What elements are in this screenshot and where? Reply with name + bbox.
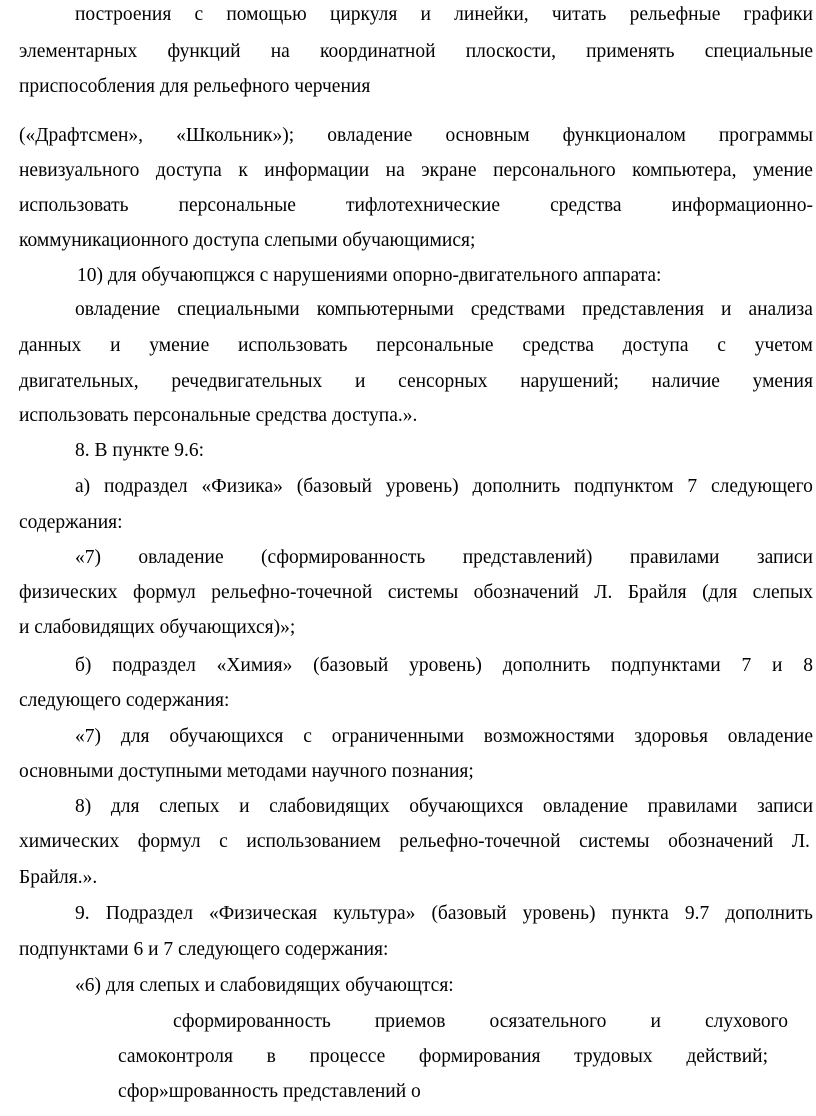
word: данных [19,335,82,356]
word: приемов [374,1011,446,1032]
word: уровень) [409,655,482,676]
text-line [75,902,813,926]
word: персональные [178,195,296,216]
text-line [75,298,813,322]
word: программы [718,125,813,146]
word: с [219,831,228,852]
word: персональные [376,335,494,356]
text-line [19,159,813,183]
text-line [75,475,813,499]
word: в [266,1046,276,1067]
word: 9.7 [684,903,710,924]
word: (сформированность [261,547,426,568]
word: средства [522,335,594,356]
word: построения [75,4,172,25]
word: возможностями [483,726,615,747]
word: экране [421,160,477,181]
word: на [385,160,405,181]
word: подраздел [104,476,188,497]
text-line: Брайля.». [19,867,98,888]
word: функционалом [562,125,686,146]
text-line: «6) для слепых и слабовидящих обучающтся: [75,975,454,996]
word: умение [752,160,813,181]
text-line [19,194,813,218]
word: обучающихся [409,796,524,817]
word: «Химия» [216,655,293,676]
word: «7) [75,547,101,568]
word: с [717,335,726,356]
word: элементарных [19,41,138,62]
word: 8) [75,796,92,817]
word: (базовый [296,476,372,497]
word: здоровья [634,726,708,747]
word: процессе [309,1046,386,1067]
word: («Драфтсмен», [19,125,144,146]
word: и [420,4,431,25]
word: дополнить [725,903,813,924]
text-line [173,1010,788,1034]
word: б) [75,655,92,676]
word: подраздел [112,655,196,676]
text-line [75,725,813,749]
word: уровень) [385,476,459,497]
word: дополнить [502,655,591,676]
word: «7) [75,726,101,747]
word: овладение [138,547,224,568]
word: Брайля [627,582,687,603]
word: формирования [418,1046,541,1067]
word: доступа [622,335,689,356]
word: наличие [651,371,720,392]
word: слепых [752,582,813,603]
text-line [19,334,813,358]
text-line [118,1045,768,1069]
word: помощью [226,4,307,25]
text-line: основными доступными методами научного познания; [19,761,474,782]
word: овладение [75,299,161,320]
word: функций [167,41,241,62]
word: овладение [727,726,813,747]
text-line: приспособления для рельефного черчения [19,76,371,97]
word: специальные [704,41,813,62]
word: сенсорных [398,371,488,392]
text-line: коммуникационного доступа слепыми обучающимися; [19,230,476,251]
word: на [270,41,290,62]
word: средствами [470,299,566,320]
text-line: сфор»шрованность представлений о [118,1081,421,1102]
word: системы [387,582,459,603]
word: «Физика» [201,476,283,497]
text-line [19,581,813,605]
word: плоскости, [465,41,556,62]
word: 7 [741,655,752,676]
word: действий; [686,1046,768,1067]
word: 8 [803,655,813,676]
word: невизуального [19,160,140,181]
word: рельефные [629,4,721,25]
word: обозначений [668,831,774,852]
word: (базовый [431,903,507,924]
word: пункта [611,903,669,924]
word: подпунктом [574,476,674,497]
word: информации [264,160,370,181]
word: представления [582,299,704,320]
word: циркуля [329,4,398,25]
word: умения [752,371,813,392]
word: применять [586,41,675,62]
word: физических [19,582,118,603]
word: речедвигательных [171,371,323,392]
word: компьютерными [316,299,454,320]
word: рельефно-точечной [399,831,561,852]
word: осязательного [489,1011,607,1032]
word: с [303,726,312,747]
word: (для [702,582,738,603]
word: трудовых [574,1046,653,1067]
word: 7 [687,476,698,497]
word: тифлотехнические [345,195,500,216]
word: и [239,796,250,817]
word: и [720,299,732,320]
word: овладение [327,125,413,146]
text-line: содержания: [19,512,123,533]
word: анализа [748,299,813,320]
word: записи [756,547,813,568]
word: формул [137,831,201,852]
word: персонального [493,160,616,181]
word: Л. [594,582,613,603]
text-line [19,370,813,394]
word: средства [550,195,622,216]
word: специальными [177,299,300,320]
word: использовать [238,335,348,356]
text-line [75,546,813,570]
word: использовать [19,195,129,216]
word: слабовидящих [269,796,390,817]
word: и [354,371,366,392]
word: системы [579,831,650,852]
word: доступа [155,160,222,181]
word: к [238,160,248,181]
word: овладение [542,796,629,817]
word: формул [132,582,196,603]
word: обозначений [473,582,579,603]
word: компьютера, [632,160,737,181]
text-line: 10) для обучаюпцжся с нарушениями опорно-двигательного аппарата: [77,265,662,286]
word: а) [75,476,91,497]
text-line: и слабовидящих обучающихся)»; [19,617,296,638]
word: графики [743,4,813,25]
word: сформированность [173,1011,331,1032]
word: Подраздел [105,903,193,924]
word: слепых [159,796,220,817]
text-line: использовать персональные средства доступа.». [19,405,418,426]
word: правилами [647,796,738,817]
text-line: подпунктами 6 и 7 следующего содержания: [19,939,389,960]
word: линейки, [454,4,529,25]
section-heading: 8. В пункте 9.6: [75,440,205,461]
word: и [650,1011,661,1032]
word: 9. [75,903,90,924]
word: использованием [246,831,381,852]
word: уровень) [522,903,596,924]
word: культура» [333,903,416,924]
word: нарушений; [520,371,619,392]
word: ограниченными [331,726,464,747]
word: химических [19,831,120,852]
text-line [75,654,813,678]
word: обучающихся [169,726,284,747]
word: читать [551,4,607,25]
word: с [194,4,204,25]
text-line [19,124,813,148]
word: информационно- [671,195,813,216]
word: для [120,726,150,747]
word: и [110,335,121,356]
word: координатной [319,41,436,62]
word: следующего [710,476,813,497]
word: Л. [791,831,810,852]
word: слухового [704,1011,788,1032]
text-line [75,795,813,819]
word: «Физическая [209,903,318,924]
text-line [19,830,810,854]
word: учетом [754,335,813,356]
text-line: следующего содержания: [19,690,230,711]
word: записи [756,796,813,817]
word: рельефно-точечной [211,582,373,603]
word: подпунктами [611,655,721,676]
word: правилами [629,547,720,568]
text-line [19,40,813,64]
word: умение [149,335,210,356]
word: основным [445,125,530,146]
word: дополнить [472,476,561,497]
word: и [771,655,783,676]
word: двигательных, [19,371,139,392]
word: самоконтроля [118,1046,234,1067]
text-line [75,3,813,27]
word: (базовый [313,655,389,676]
word: для [110,796,140,817]
word: «Школьник»); [176,125,295,146]
word: представлений) [462,547,593,568]
